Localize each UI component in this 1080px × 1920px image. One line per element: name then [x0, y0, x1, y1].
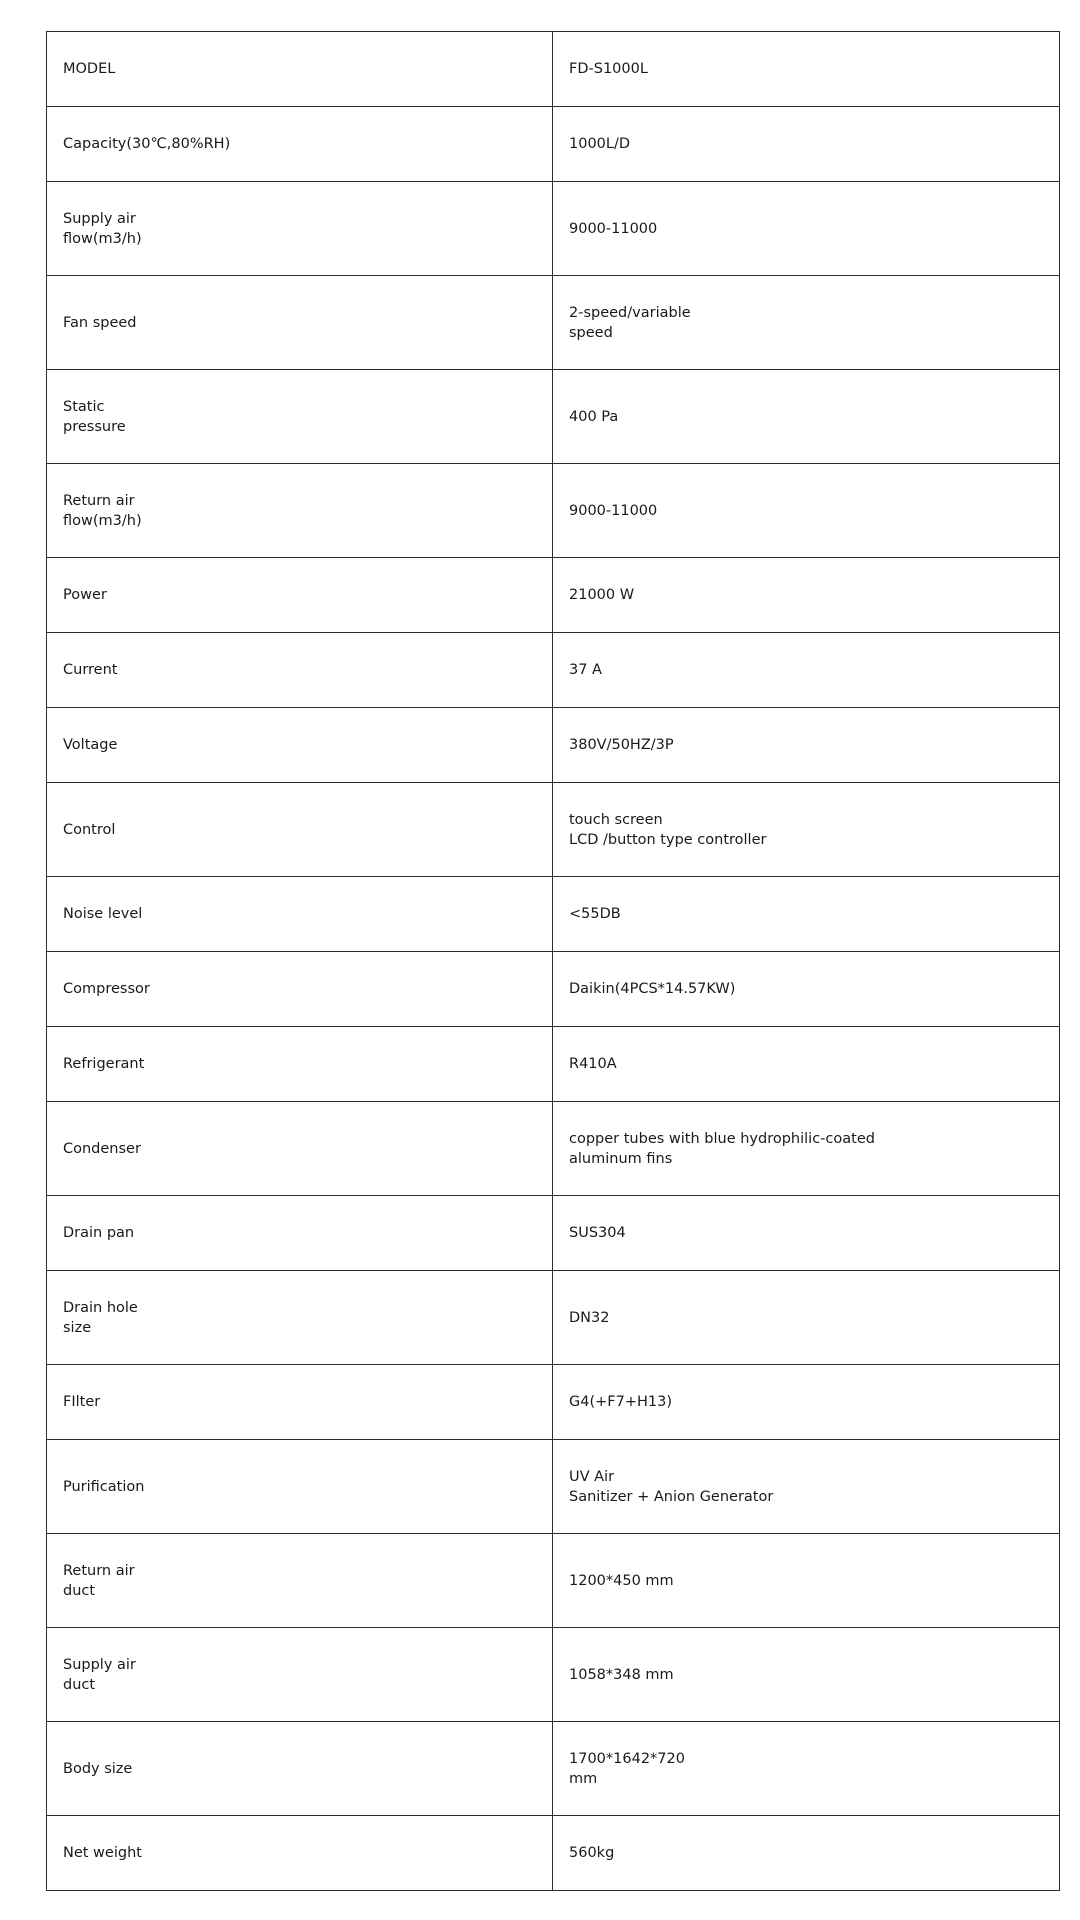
- spec-label-cell: Control: [47, 783, 553, 877]
- spec-label-cell: Power: [47, 558, 553, 633]
- table-row: [47, 276, 1060, 370]
- spec-label-cell: Net weight: [47, 1816, 553, 1891]
- table-row: [47, 708, 1060, 783]
- spec-value-cell: 2-speed/variable speed: [553, 276, 1060, 370]
- table-row: [47, 952, 1060, 1027]
- spec-value-cell: DN32: [553, 1271, 1060, 1365]
- spec-label-cell: MODEL: [47, 32, 553, 107]
- spec-value-cell: R410A: [553, 1027, 1060, 1102]
- table-row: [47, 633, 1060, 708]
- spec-label-cell: Purification: [47, 1440, 553, 1534]
- table-row: [47, 182, 1060, 276]
- spec-value-cell: 9000-11000: [553, 182, 1060, 276]
- table-row: [47, 1722, 1060, 1816]
- table-row: [47, 1534, 1060, 1628]
- spec-label-cell: Static pressure: [47, 370, 553, 464]
- table-row: [47, 1102, 1060, 1196]
- spec-label-cell: Capacity(30℃,80%RH): [47, 107, 553, 182]
- spec-label-cell: FIlter: [47, 1365, 553, 1440]
- spec-value-cell: copper tubes with blue hydrophilic-coated aluminum fins: [553, 1102, 1060, 1196]
- spec-label-cell: Drain hole size: [47, 1271, 553, 1365]
- spec-value-cell: 400 Pa: [553, 370, 1060, 464]
- table-row: [47, 1628, 1060, 1722]
- spec-value-cell: 37 A: [553, 633, 1060, 708]
- spec-label-cell: Fan speed: [47, 276, 553, 370]
- spec-label-cell: Return air flow(m3/h): [47, 464, 553, 558]
- table-row: [47, 1816, 1060, 1891]
- spec-value-cell: 1058*348 mm: [553, 1628, 1060, 1722]
- spec-label-cell: Current: [47, 633, 553, 708]
- spec-label-cell: Drain pan: [47, 1196, 553, 1271]
- spec-label-cell: Body size: [47, 1722, 553, 1816]
- spec-value-cell: 21000 W: [553, 558, 1060, 633]
- spec-label-cell: Condenser: [47, 1102, 553, 1196]
- table-row: [47, 107, 1060, 182]
- table-row: [47, 1271, 1060, 1365]
- table-row: [47, 783, 1060, 877]
- spec-value-cell: 560kg: [553, 1816, 1060, 1891]
- spec-table: [46, 31, 1060, 1891]
- table-row: [47, 1027, 1060, 1102]
- spec-value-cell: 380V/50HZ/3P: [553, 708, 1060, 783]
- spec-label-cell: Voltage: [47, 708, 553, 783]
- spec-value-cell: touch screen LCD /button type controller: [553, 783, 1060, 877]
- table-row: [47, 558, 1060, 633]
- table-row: [47, 32, 1060, 107]
- spec-value-cell: G4(+F7+H13): [553, 1365, 1060, 1440]
- spec-value-cell: SUS304: [553, 1196, 1060, 1271]
- table-row: [47, 1365, 1060, 1440]
- table-row: [47, 1440, 1060, 1534]
- spec-label-cell: Supply air duct: [47, 1628, 553, 1722]
- table-row: [47, 877, 1060, 952]
- spec-value-cell: UV Air Sanitizer + Anion Generator: [553, 1440, 1060, 1534]
- spec-label-cell: Compressor: [47, 952, 553, 1027]
- table-row: [47, 1196, 1060, 1271]
- table-row: [47, 370, 1060, 464]
- spec-value-cell: 1700*1642*720 mm: [553, 1722, 1060, 1816]
- spec-label-cell: Return air duct: [47, 1534, 553, 1628]
- spec-label-cell: Refrigerant: [47, 1027, 553, 1102]
- spec-value-cell: <55DB: [553, 877, 1060, 952]
- spec-value-cell: 1200*450 mm: [553, 1534, 1060, 1628]
- spec-table-body: [47, 32, 1060, 1891]
- spec-value-cell: 9000-11000: [553, 464, 1060, 558]
- spec-value-cell: Daikin(4PCS*14.57KW): [553, 952, 1060, 1027]
- spec-label-cell: Supply air flow(m3/h): [47, 182, 553, 276]
- spec-value-cell: 1000L/D: [553, 107, 1060, 182]
- spec-value-cell: FD-S1000L: [553, 32, 1060, 107]
- spec-label-cell: Noise level: [47, 877, 553, 952]
- table-row: [47, 464, 1060, 558]
